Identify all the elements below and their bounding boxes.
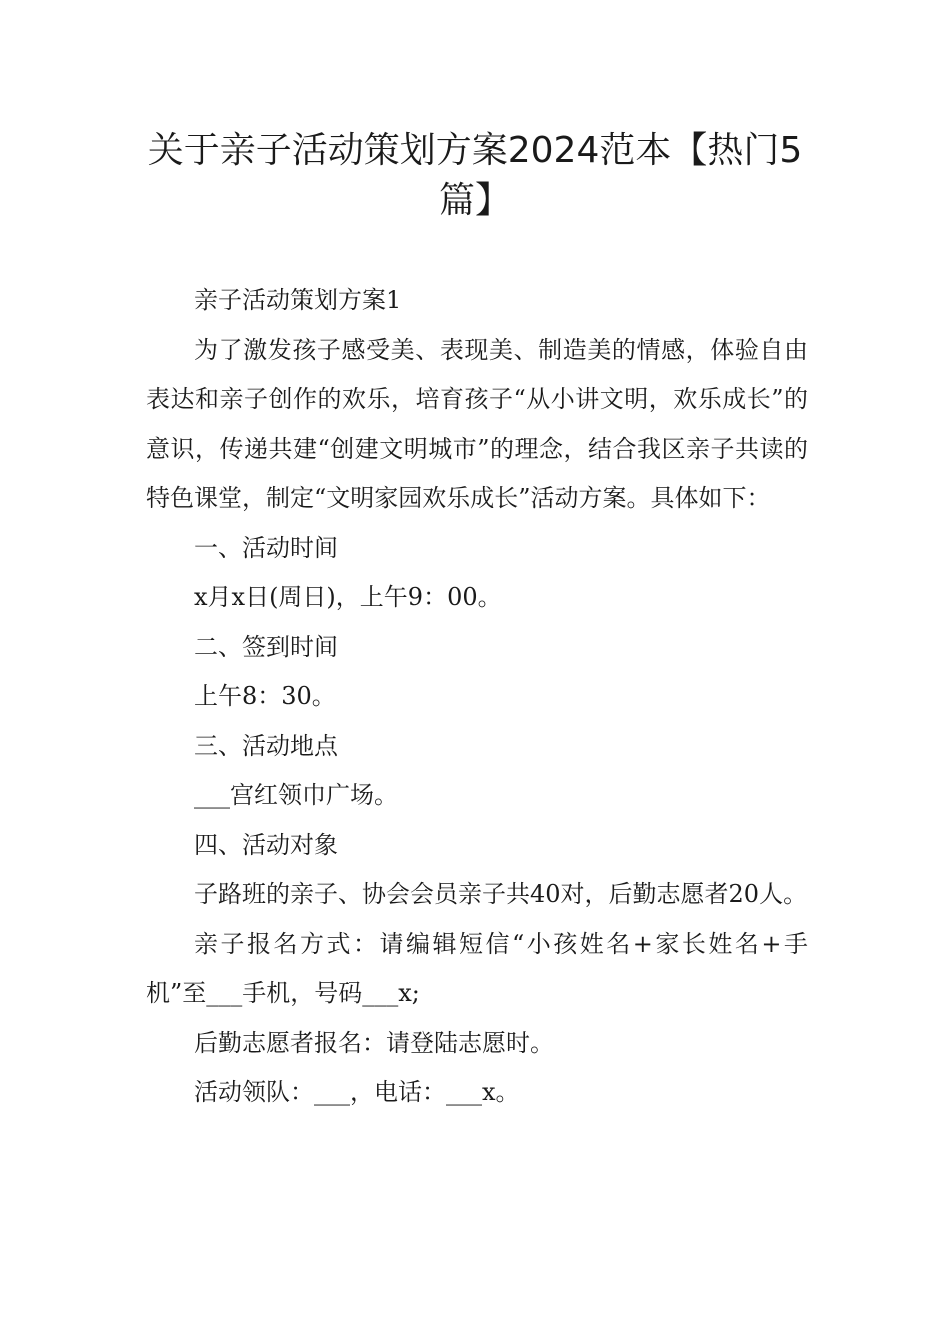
team-leader-text: 活动领队：___，电话：___x。 (194, 1078, 520, 1106)
volunteer-registration-text: 后勤志愿者报名：请登陆志愿时。 (194, 1028, 554, 1057)
section-heading-location: 三、活动地点 (194, 731, 338, 760)
section-heading-participants: 四、活动对象 (194, 830, 338, 859)
section-heading-signin-time: 二、签到时间 (194, 632, 338, 661)
section-heading-plan-1: 亲子活动策划方案1 (194, 286, 402, 314)
intro-paragraph: 为了激发孩子感受美、表现美、制造美的情感，体验自由表达和亲子创作的欢乐，培育孩子“从小讲文明，欢乐成长”的意识，传递共建“创建文明城市”的理念，结合我区亲子共读的特色课堂，制定“文明家园欢乐成长”活动方案。具体如下： (146, 335, 808, 512)
location-text: ___宫红领巾广场。 (194, 781, 398, 809)
participants-text: 子路班的亲子、协会会员亲子共40对，后勤志愿者20人。 (194, 880, 808, 908)
activity-time-text: x月x日(周日)，上午9：00。 (194, 583, 502, 611)
document-body (146, 276, 808, 1118)
document-title: 关于亲子活动策划方案2024范本【热门5篇】 (147, 130, 803, 221)
section-heading-activity-time: 一、活动时间 (194, 533, 338, 562)
signin-time-text: 上午8：30。 (194, 682, 336, 710)
registration-method-text: 亲子报名方式：请编辑短信“小孩姓名+家长姓名+手机”至___手机，号码___x; (146, 929, 808, 1007)
